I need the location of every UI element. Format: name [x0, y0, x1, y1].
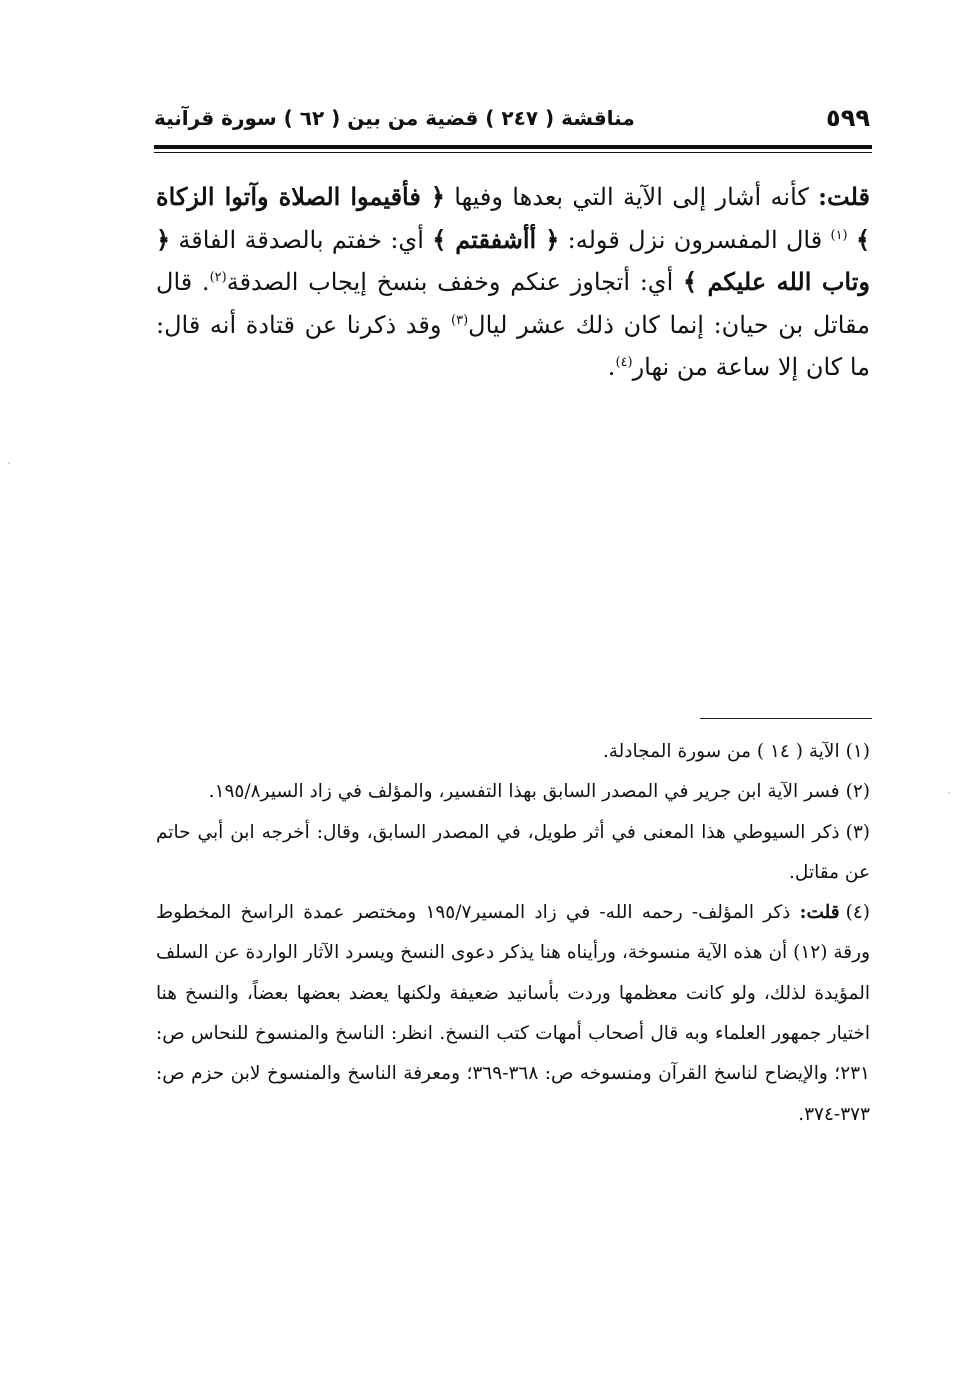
footnote-number: (٤)	[845, 902, 870, 924]
footnote-text: فسر الآية ابن جرير في المصدر السابق بهذا التفسير، والمؤلف في زاد السير١٩٥/٨.	[208, 781, 840, 803]
footnote-reference: (٣)	[451, 312, 469, 328]
main-paragraph	[156, 176, 870, 389]
main-text-segment: أي: أتجاوز عنكم وخفف بنسخ إيجاب الصدقة	[226, 268, 683, 296]
footnote-text: الآية ( ١٤ ) من سورة المجادلة.	[602, 741, 840, 762]
header-rule-thick	[154, 145, 872, 149]
quran-quote: ﴿ فأقيموا الصلاة وآتوا الزكاة ﴾	[156, 182, 870, 254]
footnote-2	[156, 772, 870, 812]
footnote-reference: (٢)	[209, 270, 227, 285]
main-text-segment: .	[607, 353, 616, 381]
footnote-number: (٢)	[845, 781, 870, 803]
scan-speck	[948, 792, 950, 794]
quran-quote: ﴿ أأشفقتم ﴾	[432, 224, 560, 254]
header-rule-thin	[154, 152, 872, 153]
main-text-segment: كأنه أشار إلى الآية التي بعدها وفيها	[444, 183, 819, 211]
footnote-4	[156, 893, 870, 1135]
footnote-number: (١)	[845, 741, 870, 762]
quran-quote: ﴿ وتاب الله عليكم ﴾	[156, 224, 871, 296]
footnote-separator	[700, 718, 872, 719]
scan-speck	[8, 462, 10, 464]
footnote-text: ذكر السيوطي هذا المعنى في أثر طويل، في المصدر السابق، وقال: أخرجه ابن أبي حاتم عن مقاتل.	[156, 821, 870, 883]
footnote-lead-word: قلت:	[799, 902, 840, 924]
footnote-1	[156, 732, 870, 772]
main-lead-word: قلت:	[818, 182, 870, 211]
header-title: مناقشة ( ٢٤٧ ) قضية من بين ( ٦٢ ) سورة قرآنية	[154, 106, 635, 130]
footnote-reference: (٤)	[615, 355, 633, 370]
footnotes-section	[156, 732, 870, 1135]
footnote-3	[156, 813, 870, 894]
running-header	[154, 100, 870, 140]
main-text-segment: وقد ذكرنا عن قتادة أنه قال: ما كان إلا ساعة من نهار	[156, 310, 870, 381]
main-text-segment: . قال مقاتل بن حيان: إنما كان ذلك عشر ليال	[156, 268, 870, 339]
footnote-reference: (١)	[830, 227, 848, 243]
page-number: ٥٩٩	[826, 104, 870, 132]
main-text-segment: أي: خفتم بالصدقة الفاقة	[170, 225, 433, 254]
footnote-text: ذكر المؤلف- رحمه الله- في زاد المسير١٩٥/٧ ومختصر عمدة الراسخ المخطوط ورقة (١٢) أن هذه الآية منسوخة، ورأيناه هنا يذكر دعوى النسخ ويسرد الآثار الواردة عن السلف المؤيدة لذلك، ولو كانت معظمها وردت بأسانيد ضعيفة ولكنها يعضد بعضها بعضاً، والنسخ هنا اختيار جمهور العلماء وبه قال أصحاب أمهات كتب النسخ. انظر: الناسخ والمنسوخ للنحاس ص: ٢٣١؛ والإيضاح لناسخ القرآن ومنسوخه ص: ٣٦٨-٣٦٩؛ ومعرفة الناسخ والمنسوخ لابن حزم ص: ٣٧٣-٣٧٤.	[156, 902, 871, 1125]
main-text-segment: قال المفسرون نزل قوله:	[559, 225, 831, 254]
footnote-number: (٣)	[845, 821, 870, 843]
